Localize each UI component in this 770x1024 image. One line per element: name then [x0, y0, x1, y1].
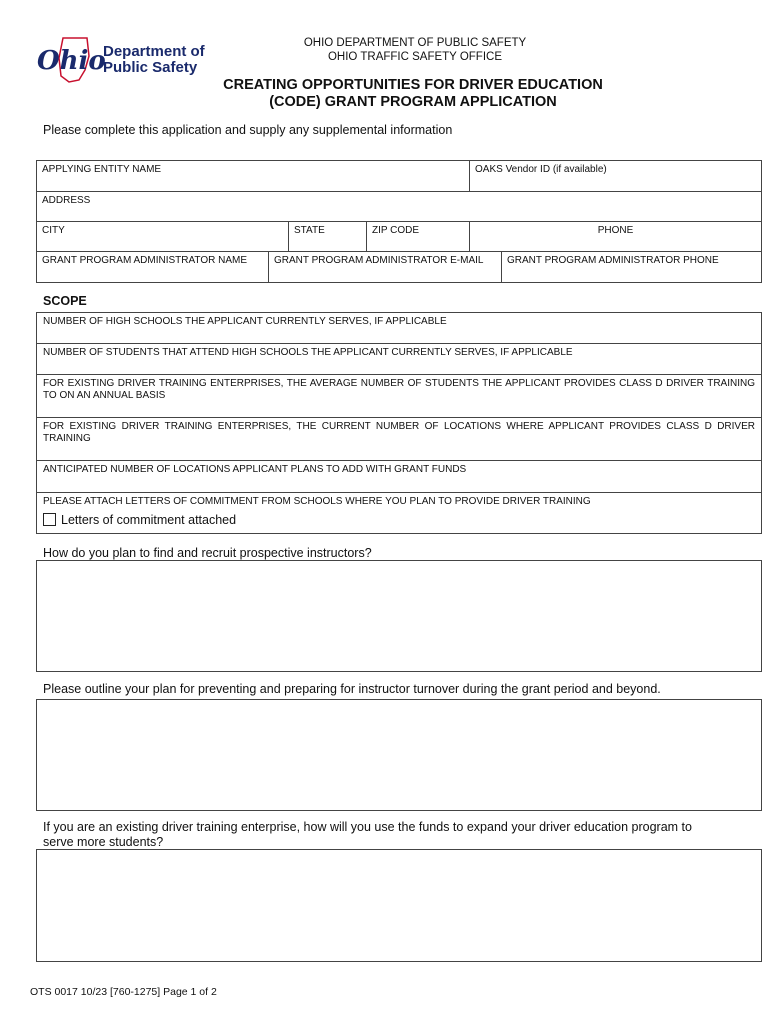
entity-name-field[interactable]	[36, 160, 469, 191]
scope-row-label: NUMBER OF HIGH SCHOOLS THE APPLICANT CURRENTLY SERVES, IF APPLICABLE	[43, 316, 447, 327]
admin-name-field[interactable]	[36, 251, 268, 283]
city-field[interactable]	[36, 221, 288, 251]
letters-checkbox-label: Letters of commitment attached	[61, 513, 237, 527]
ohio-script-wordmark: Ohio	[37, 46, 106, 76]
scope-row-label: NUMBER OF STUDENTS THAT ATTEND HIGH SCHOOLS THE APPLICANT CURRENTLY SERVES, IF APPLICABLE	[43, 347, 573, 358]
agency-line-1: OHIO DEPARTMENT OF PUBLIC SAFETY	[303, 37, 527, 49]
form-footer: OTS 0017 10/23 [760-1275] Page 1 of 2	[30, 986, 217, 998]
scope-row-high-schools[interactable]	[36, 312, 762, 344]
oaks-vendor-field[interactable]	[469, 160, 762, 191]
admin-phone-field[interactable]	[501, 251, 762, 283]
answer-instructor-turnover[interactable]	[36, 699, 762, 811]
letters-checkbox[interactable]	[43, 513, 56, 526]
dept-line-1: Department of	[103, 43, 205, 60]
scope-row-annual-students[interactable]	[36, 374, 762, 418]
state-field[interactable]	[288, 221, 366, 251]
scope-row-students[interactable]	[36, 343, 762, 375]
scope-row-label: PLEASE ATTACH LETTERS OF COMMITMENT FROM SCHOOLS WHERE YOU PLAN TO PROVIDE DRIVER TRAINING	[43, 496, 591, 507]
zip-field[interactable]	[366, 221, 469, 251]
scope-row-letters	[36, 492, 762, 534]
question-expand-program: If you are an existing driver training enterprise, how will you use the funds to expand your driver education program to serve more students?	[43, 820, 692, 849]
phone-field[interactable]	[469, 221, 762, 251]
agency-header	[200, 36, 630, 64]
scope-row-current-locations[interactable]	[36, 417, 762, 461]
scope-row-planned-locations[interactable]	[36, 460, 762, 493]
phone-label: PHONE	[597, 225, 634, 236]
question-recruit-instructors: How do you plan to find and recruit prospective instructors?	[43, 546, 372, 560]
answer-expand-program[interactable]	[36, 849, 762, 962]
title-line-1: CREATING OPPORTUNITIES FOR DRIVER EDUCATION	[223, 77, 603, 93]
dept-line-2: Public Safety	[103, 59, 198, 76]
zip-label: ZIP CODE	[372, 225, 420, 236]
agency-line-2: OHIO TRAFFIC SAFETY OFFICE	[327, 51, 502, 63]
title-line-2: (CODE) GRANT PROGRAM APPLICATION	[269, 94, 557, 110]
address-label: ADDRESS	[42, 195, 91, 206]
scope-row-label: FOR EXISTING DRIVER TRAINING ENTERPRISES, THE AVERAGE NUMBER OF STUDENTS THE APPLICANT PROVIDES CLASS D DRIVER TRAINING TO ON AN ANNUAL BASIS	[43, 378, 755, 401]
admin-email-label: GRANT PROGRAM ADMINISTRATOR E-MAIL	[274, 255, 484, 266]
department-name	[103, 44, 205, 76]
admin-name-label: GRANT PROGRAM ADMINISTRATOR NAME	[42, 255, 248, 266]
scope-heading: SCOPE	[43, 294, 87, 308]
letters-checkbox-row[interactable]	[43, 513, 755, 528]
answer-recruit-instructors[interactable]	[36, 560, 762, 672]
admin-email-field[interactable]	[268, 251, 501, 283]
oaks-vendor-label: OAKS Vendor ID (if available)	[475, 164, 607, 175]
intro-text: Please complete this application and supply any supplemental information	[43, 123, 453, 137]
scope-row-label: FOR EXISTING DRIVER TRAINING ENTERPRISES, THE CURRENT NUMBER OF LOCATIONS WHERE APPLICANT PROVIDES CLASS D DRIVER TRAINING	[43, 421, 755, 444]
state-label: STATE	[294, 225, 325, 236]
entity-name-label: APPLYING ENTITY NAME	[42, 164, 162, 175]
city-label: CITY	[42, 225, 65, 236]
admin-phone-label: GRANT PROGRAM ADMINISTRATOR PHONE	[507, 255, 719, 266]
scope-row-label: ANTICIPATED NUMBER OF LOCATIONS APPLICANT PLANS TO ADD WITH GRANT FUNDS	[43, 464, 467, 475]
form-title	[150, 77, 676, 111]
question-instructor-turnover: Please outline your plan for preventing and preparing for instructor turnover during the grant period and beyond.	[43, 682, 661, 696]
address-field[interactable]	[36, 191, 762, 221]
